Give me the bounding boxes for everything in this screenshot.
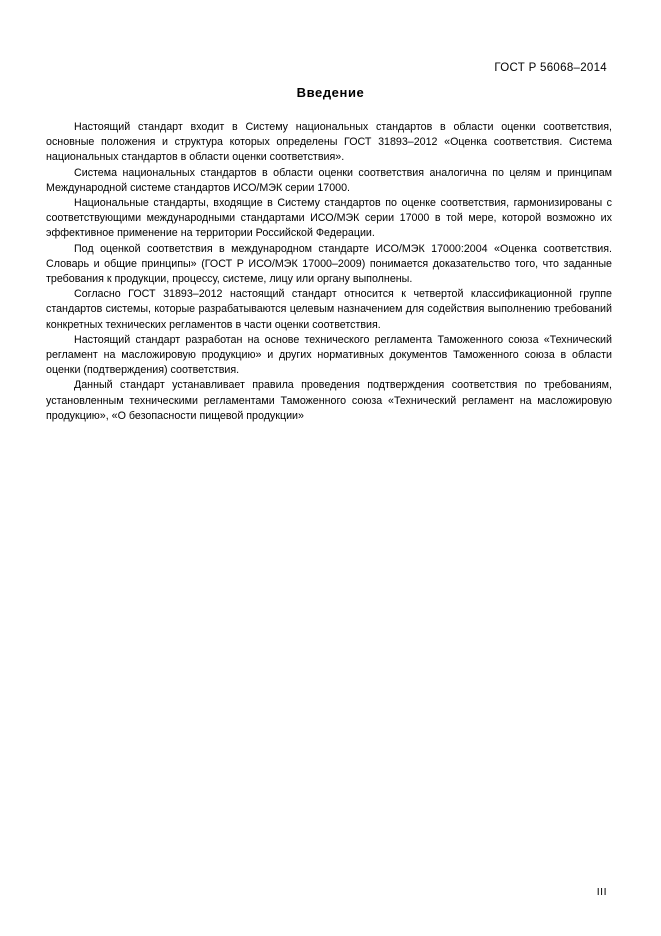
standard-reference-header: ГОСТ Р 56068–2014: [494, 62, 607, 74]
page-number: III: [596, 886, 607, 898]
paragraph: Данный стандарт устанавливает правила проведения подтверждения соответствия по требованиям, установленным техническими регламентами Таможенного союза «Технический регламент на масложировую продукцию», «О безопасности пищевой продукции»: [46, 379, 612, 422]
paragraph: Под оценкой соответствия в международном стандарте ИСО/МЭК 17000:2004 «Оценка соответствия. Словарь и общие принципы» (ГОСТ Р ИСО/МЭК 17000–2009) понимается доказательство того, что заданные требования к продукции, процессу, системе, лицу или органу выполнены.: [46, 242, 612, 286]
paragraph: Национальные стандарты, входящие в Систему стандартов по оценке соответствия, гармонизированы с соответствующими международными стандартами ИСО/МЭК серии 17000 в той мере, которой возможно их эффективное применение на территории Российской Федерации.: [46, 197, 612, 240]
introduction-body: [46, 120, 612, 424]
paragraph: Настоящий стандарт разработан на основе технического регламента Таможенного союза «Технический регламент на масложировую продукцию» и других нормативных документов Таможенного союза в области оценки (подтверждения) соответствия.: [46, 333, 612, 377]
paragraph: Настоящий стандарт входит в Систему национальных стандартов в области оценки соответствия, основные положения и структура которых определены ГОСТ 31893–2012 «Оценка соответствия. Система национальных стандартов в области оценки соответствия».: [46, 121, 612, 164]
paragraph: Система национальных стандартов в области оценки соответствия аналогична по целям и принципам Международной системе стандартов ИСО/МЭК серии 17000.: [46, 166, 612, 194]
page-title: Введение: [296, 85, 365, 100]
paragraph: Согласно ГОСТ 31893–2012 настоящий стандарт относится к четвертой классификационной группе стандартов системы, которые разрабатываются целевым назначением для содействия выполнению требований конкретных технических регламентов в части оценки соответствия.: [46, 288, 612, 331]
